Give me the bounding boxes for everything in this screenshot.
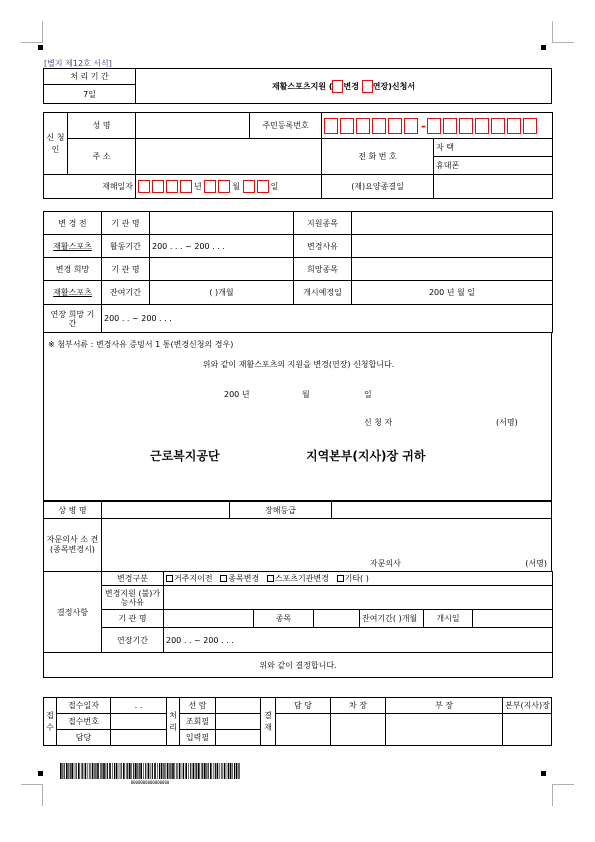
barcode-bar xyxy=(143,763,144,779)
barcode-bar xyxy=(76,763,77,779)
advisor-sign-mark: (서명) xyxy=(525,559,547,568)
person-field[interactable] xyxy=(111,730,167,746)
barcode-bar xyxy=(170,763,171,779)
form-number-label: [별지 제12호 서식] xyxy=(44,59,112,68)
barcode-bar xyxy=(114,763,115,779)
barcode-bar xyxy=(121,763,122,779)
barcode-bar xyxy=(119,763,120,779)
barcode-bar xyxy=(232,763,233,779)
change-type-label: 변경구분 xyxy=(102,572,164,586)
barcode-bar xyxy=(176,763,177,779)
barcode-bar xyxy=(213,763,214,779)
before-event-label: 지원종목 xyxy=(294,212,352,235)
ext-period-label: 연장기간 xyxy=(102,628,164,653)
start-date-field[interactable]: 200 년 월 일 xyxy=(352,281,553,305)
form-title: 재활스포츠지원 ( 변경 연장)신청서 xyxy=(136,69,552,104)
entry-label: 입력필 xyxy=(180,730,216,746)
barcode-bar xyxy=(210,763,212,779)
barcode-bar xyxy=(70,763,71,779)
advisor-opinion-label: 자문의사 소 견 (종목변경시) xyxy=(44,519,102,572)
advisor-opinion-field[interactable] xyxy=(102,519,552,572)
barcode-bar xyxy=(230,763,232,779)
address-field[interactable] xyxy=(136,139,322,175)
barcode-bar xyxy=(103,763,105,779)
desired-event-label: 희망종목 xyxy=(294,258,352,281)
barcode-bar xyxy=(182,763,183,779)
barcode-bar xyxy=(92,763,94,779)
barcode-bar xyxy=(208,763,209,779)
barcode-bar xyxy=(145,763,146,779)
receipt-label: 접 수 xyxy=(44,698,57,746)
option-checkbox-3[interactable] xyxy=(337,575,344,582)
change-reason-label: 변경사유 xyxy=(294,235,352,258)
barcode-bar xyxy=(172,763,174,779)
barcode-bar xyxy=(185,763,187,779)
manager-label: 부 장 xyxy=(386,698,503,714)
barcode-bar xyxy=(131,763,132,779)
manager-sign-field[interactable] xyxy=(386,714,503,746)
before-rehab-sports-label: 재활스포츠 xyxy=(44,235,102,258)
barcode-bar xyxy=(198,763,200,779)
barcode-bar xyxy=(195,763,196,779)
barcode-bar xyxy=(150,763,151,779)
barcode-bar xyxy=(109,763,111,779)
reemp-date-field[interactable]: 년 월 일 xyxy=(136,175,322,199)
barcode-bar xyxy=(127,763,128,779)
disability-grade-field[interactable] xyxy=(332,502,552,519)
receipt-number-field[interactable] xyxy=(111,714,167,730)
deputy-sign-field[interactable] xyxy=(331,714,386,746)
barcode-bar xyxy=(62,763,63,779)
decision-event-label: 종목 xyxy=(254,610,314,628)
entry-field[interactable] xyxy=(216,730,261,746)
phone-label: 전 화 번 호 xyxy=(322,139,434,175)
extend-checkbox[interactable] xyxy=(362,80,373,93)
receipt-table xyxy=(43,697,552,746)
registration-mark-bottom-right xyxy=(541,771,546,776)
barcode-bar xyxy=(85,763,87,779)
barcode-bar xyxy=(163,763,164,779)
barcode-bar xyxy=(175,763,176,779)
before-institution-label: 기 관 명 xyxy=(102,212,150,235)
rrn-field[interactable]: - xyxy=(322,113,553,139)
before-event-field[interactable] xyxy=(352,212,553,235)
before-institution-field[interactable] xyxy=(150,212,294,235)
name-label: 성 명 xyxy=(68,113,136,139)
deputy-label: 차 장 xyxy=(331,698,386,714)
receipt-date-field[interactable]: . . xyxy=(111,698,167,714)
decision-label: 결정사항 xyxy=(44,572,102,653)
barcode-bar xyxy=(164,763,165,779)
option-checkbox-1[interactable] xyxy=(220,575,227,582)
remaining-period-field[interactable]: ( )개월 xyxy=(150,281,294,305)
barcode-bar xyxy=(154,763,156,779)
processing-label: 처 리 xyxy=(167,698,180,746)
decision-start-label: 개시일 xyxy=(424,610,473,628)
barcode-bar xyxy=(193,763,195,779)
decision-event-field[interactable] xyxy=(314,610,360,628)
change-info-table xyxy=(43,211,553,333)
processing-period-value: 7일 xyxy=(44,85,136,104)
barcode-bar xyxy=(179,763,181,779)
barcode-bar xyxy=(227,763,228,779)
check-label: 조회필 xyxy=(180,714,216,730)
mobile-phone-label[interactable]: 휴대폰 xyxy=(434,157,553,175)
decision-remaining-field[interactable]: 잔여기간( )개월 xyxy=(360,610,424,628)
disability-grade-label: 장해등급 xyxy=(230,502,332,519)
attachment-note: ※ 첨부서류 : 변경사유 증빙서 1 통(변경신청의 경우) xyxy=(48,340,234,349)
barcode-bar xyxy=(106,763,107,779)
barcode-bar xyxy=(190,763,191,779)
barcode-bar xyxy=(107,763,108,779)
date-month: 월 xyxy=(302,390,310,399)
barcode-bar xyxy=(140,763,142,779)
desired-rehab-sports-label: 재활스포츠 xyxy=(44,281,102,305)
desired-institution-field[interactable] xyxy=(150,258,294,281)
change-reason-field[interactable] xyxy=(352,235,553,258)
barcode-bar xyxy=(148,763,150,779)
registration-mark-top-right xyxy=(541,45,546,50)
crop-mark-top-right xyxy=(552,21,574,43)
barcode-bar xyxy=(133,763,134,779)
registration-mark-bottom-left xyxy=(38,771,43,776)
barcode-bar xyxy=(74,763,75,779)
barcode-bar xyxy=(94,763,95,779)
review-table xyxy=(43,501,552,572)
remaining-period-label: 잔여기간 xyxy=(102,281,150,305)
ext-period-field[interactable]: 200 . . ~ 200 . . . xyxy=(164,628,553,653)
barcode-bar xyxy=(66,763,68,779)
barcode-bar xyxy=(215,763,216,779)
select-label: 선 람 xyxy=(180,698,216,714)
decision-table xyxy=(43,571,553,678)
possible-reason-label: 변경지원 (불)가능사유 xyxy=(102,586,164,610)
before-change-label: 변 경 전 xyxy=(44,212,102,235)
barcode xyxy=(60,763,240,785)
before-period-field[interactable]: 200 . . . ~ 200 . . . xyxy=(150,235,294,258)
barcode-bar xyxy=(220,763,221,779)
staff-sign-field[interactable] xyxy=(276,714,331,746)
barcode-bar xyxy=(239,763,240,779)
barcode-bar xyxy=(82,763,83,779)
barcode-bar xyxy=(112,763,113,779)
barcode-bar xyxy=(116,763,118,779)
head-label: 본부(지사)장 xyxy=(503,698,552,714)
barcode-bar xyxy=(68,763,69,779)
option-checkbox-0[interactable] xyxy=(166,575,173,582)
decision-start-field[interactable] xyxy=(473,610,553,628)
processing-period-label: 처 리 기 간 xyxy=(44,69,136,85)
before-period-label: 활동기간 xyxy=(102,235,150,258)
barcode-bar xyxy=(157,763,158,779)
start-date-label: 개시예정일 xyxy=(294,281,352,305)
barcode-bar xyxy=(159,763,160,779)
approval-label: 결 재 xyxy=(261,698,276,746)
rrn-label: 주민등록번호 xyxy=(250,113,322,139)
possible-reason-field[interactable] xyxy=(164,586,553,610)
barcode-bar xyxy=(64,763,65,779)
date-day: 일 xyxy=(364,390,372,399)
decision-institution-label: 기 관 명 xyxy=(102,610,164,628)
barcode-bar xyxy=(123,763,125,779)
barcode-bar xyxy=(224,763,226,779)
check-field[interactable] xyxy=(216,714,261,730)
registration-mark-top-left xyxy=(38,45,43,50)
care-end-date-field[interactable] xyxy=(434,175,553,199)
crop-mark-top-left xyxy=(21,21,43,43)
applicant-table xyxy=(43,112,553,199)
barcode-bar xyxy=(202,763,203,779)
receipt-number-label: 접수번호 xyxy=(57,714,111,730)
option-checkbox-2[interactable] xyxy=(267,575,274,582)
barcode-bar xyxy=(228,763,229,779)
applicant-section-label: 신 청 인 xyxy=(44,113,68,175)
extension-period-label: 연장 희망 기 간 xyxy=(44,305,102,333)
staff-label: 담 당 xyxy=(276,698,331,714)
date-year: 200 년 xyxy=(224,390,250,399)
barcode-bar xyxy=(206,763,207,779)
change-type-options: 거주지이전 종목변경 스포츠기관변경 기타( ) xyxy=(164,572,553,586)
barcode-bar xyxy=(221,763,222,779)
crop-mark-bottom-left xyxy=(21,784,43,806)
barcode-bar xyxy=(183,763,184,779)
desired-event-field[interactable] xyxy=(352,258,553,281)
change-checkbox[interactable] xyxy=(332,80,343,93)
head-sign-field[interactable] xyxy=(503,714,552,746)
barcode-bar xyxy=(137,763,138,779)
desired-change-label: 변경 희망 xyxy=(44,258,102,281)
select-field[interactable] xyxy=(216,698,261,714)
person-label: 담당 xyxy=(57,730,111,746)
barcode-bar xyxy=(204,763,206,779)
header-table xyxy=(43,68,552,104)
statement-block xyxy=(43,333,552,501)
barcode-bar xyxy=(161,763,163,779)
barcode-bar xyxy=(236,763,238,779)
barcode-bar xyxy=(60,763,62,779)
desired-institution-label: 기 관 명 xyxy=(102,258,150,281)
care-end-date-label: (재)요양종결일 xyxy=(322,175,434,199)
crop-mark-bottom-right xyxy=(552,784,574,806)
barcode-bar xyxy=(201,763,202,779)
receipt-date-label: 접수일자 xyxy=(57,698,111,714)
barcode-bar xyxy=(129,763,131,779)
barcode-bar xyxy=(81,763,82,779)
application-statement: 위와 같이 재활스포츠의 지원을 변경(연장) 신청합니다. xyxy=(202,360,395,369)
decision-institution-field[interactable] xyxy=(164,610,254,628)
barcode-bar xyxy=(167,763,169,779)
barcode-bar xyxy=(169,763,170,779)
barcode-bar xyxy=(196,763,197,779)
decision-statement: 위와 같이 결정합니다. xyxy=(44,653,553,678)
applicant-sign-label: 신 청 자 xyxy=(364,418,393,427)
reemp-date-label: 재해일자 xyxy=(44,175,136,199)
barcode-bar xyxy=(95,763,96,779)
barcode-number: 0000000000000000 xyxy=(130,780,170,785)
injury-field[interactable] xyxy=(102,502,230,519)
barcode-bar xyxy=(101,763,102,779)
barcode-bar xyxy=(234,763,235,779)
barcode-bar xyxy=(71,763,73,779)
injury-label: 상 병 명 xyxy=(44,502,102,519)
barcode-bar xyxy=(78,763,80,779)
barcode-bar xyxy=(217,763,219,779)
recipient-office: 지역본부(지사)장 귀하 xyxy=(306,449,426,463)
barcode-bar xyxy=(126,763,127,779)
barcode-bar xyxy=(188,763,189,779)
barcode-bar xyxy=(88,763,89,779)
barcode-bar xyxy=(135,763,137,779)
address-label: 주 소 xyxy=(68,139,136,175)
barcode-bar xyxy=(152,763,153,779)
recipient-org: 근로복지공단 xyxy=(150,449,220,463)
name-field[interactable] xyxy=(136,113,250,139)
home-phone-label[interactable]: 자 택 xyxy=(434,139,553,157)
barcode-bar xyxy=(97,763,99,779)
applicant-sign-mark: (서명) xyxy=(496,418,518,427)
barcode-bar xyxy=(100,763,101,779)
advisor-name-label: 자문의사 xyxy=(370,559,401,568)
extension-period-field[interactable]: 200 . . ~ 200 . . . xyxy=(102,305,553,333)
barcode-bar xyxy=(139,763,140,779)
barcode-bar xyxy=(238,763,239,779)
barcode-bar xyxy=(89,763,90,779)
